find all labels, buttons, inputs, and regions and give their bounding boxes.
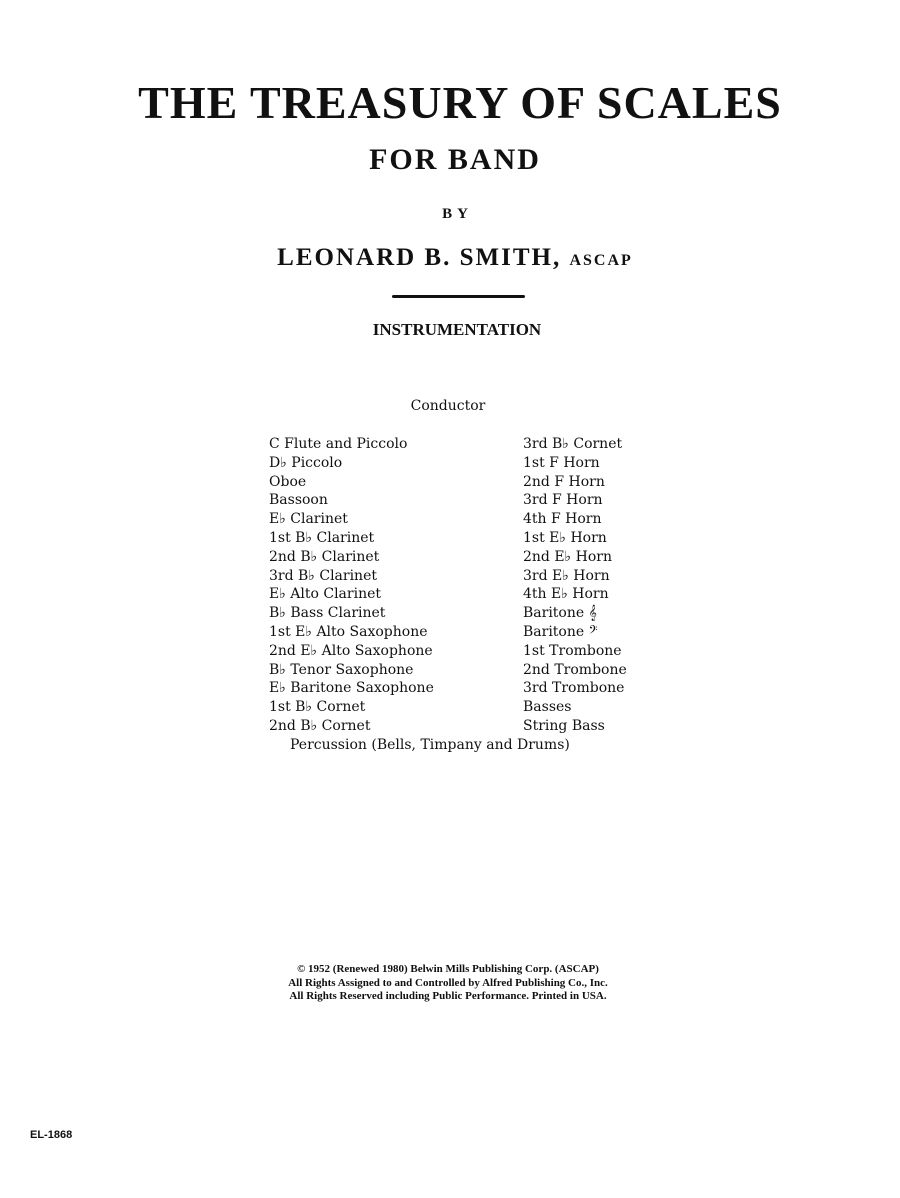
instrument-item: E♭ Baritone Saxophone (269, 680, 434, 697)
percussion-part: Percussion (Bells, Timpany and Drums) (290, 737, 570, 753)
author-line (0, 244, 900, 272)
instrument-item: 2nd B♭ Cornet (269, 717, 371, 734)
instrument-item: B♭ Bass Clarinet (269, 605, 386, 622)
instrumentation-heading: INSTRUMENTATION (372, 320, 542, 339)
author-affiliation: ASCAP (569, 252, 633, 269)
instrument-item: Bassoon (269, 492, 328, 509)
title-divider (392, 295, 525, 298)
author-name: LEONARD B. SMITH, (277, 244, 562, 271)
instrument-item: 3rd B♭ Clarinet (269, 567, 377, 584)
instrument-item: 1st F Horn (523, 454, 600, 471)
instrument-item: Baritone 𝄞 (523, 605, 597, 622)
rights-reserved-line: All Rights Reserved including Public Performance. Printed in USA. (289, 990, 607, 1002)
instrument-item: 2nd Trombone (523, 661, 627, 678)
instrument-item: 3rd F Horn (523, 492, 603, 509)
instrument-item: 1st B♭ Clarinet (269, 529, 375, 546)
instrument-item: 4th E♭ Horn (523, 586, 609, 603)
instrument-item: 1st B♭ Cornet (269, 699, 366, 716)
instrument-item: 1st E♭ Alto Saxophone (269, 623, 428, 640)
instrument-item: D♭ Piccolo (269, 454, 343, 471)
instrument-list-left (269, 435, 434, 736)
instrument-item: 2nd E♭ Horn (523, 548, 612, 565)
instrument-item: 2nd F Horn (523, 473, 605, 490)
instrument-item: 2nd E♭ Alto Saxophone (269, 642, 433, 659)
instrument-item: 1st E♭ Horn (523, 529, 607, 546)
instrument-item: String Bass (523, 717, 605, 734)
page-subtitle: FOR BAND (369, 143, 541, 176)
instrument-item: E♭ Alto Clarinet (269, 586, 381, 603)
instrument-item: E♭ Clarinet (269, 511, 348, 528)
instrument-item: Baritone 𝄢 (523, 623, 598, 640)
catalog-number: EL-1868 (30, 1129, 73, 1141)
by-label: BY (442, 206, 473, 222)
instrument-item: Oboe (269, 473, 307, 490)
instrument-item: 1st Trombone (523, 642, 622, 659)
copyright-notice (0, 963, 896, 1004)
instrument-item: C Flute and Piccolo (269, 436, 408, 452)
instrument-item: 3rd B♭ Cornet (523, 436, 623, 452)
instrument-item: 3rd E♭ Horn (523, 567, 610, 584)
rights-line: All Rights Assigned to and Controlled by Alfred Publishing Co., Inc. (288, 976, 608, 989)
instrument-item: 2nd B♭ Clarinet (269, 548, 380, 565)
instrument-item: Basses (523, 699, 572, 716)
instrument-list-right (523, 435, 627, 736)
instrument-item: B♭ Tenor Saxophone (269, 661, 414, 678)
conductor-part: Conductor (410, 398, 486, 414)
instrument-item: 4th F Horn (523, 511, 602, 528)
page-title: THE TREASURY OF SCALES (138, 77, 782, 128)
instrument-item: 3rd Trombone (523, 680, 625, 697)
copyright-line: © 1952 (Renewed 1980) Belwin Mills Publishing Corp. (ASCAP) (297, 963, 599, 975)
